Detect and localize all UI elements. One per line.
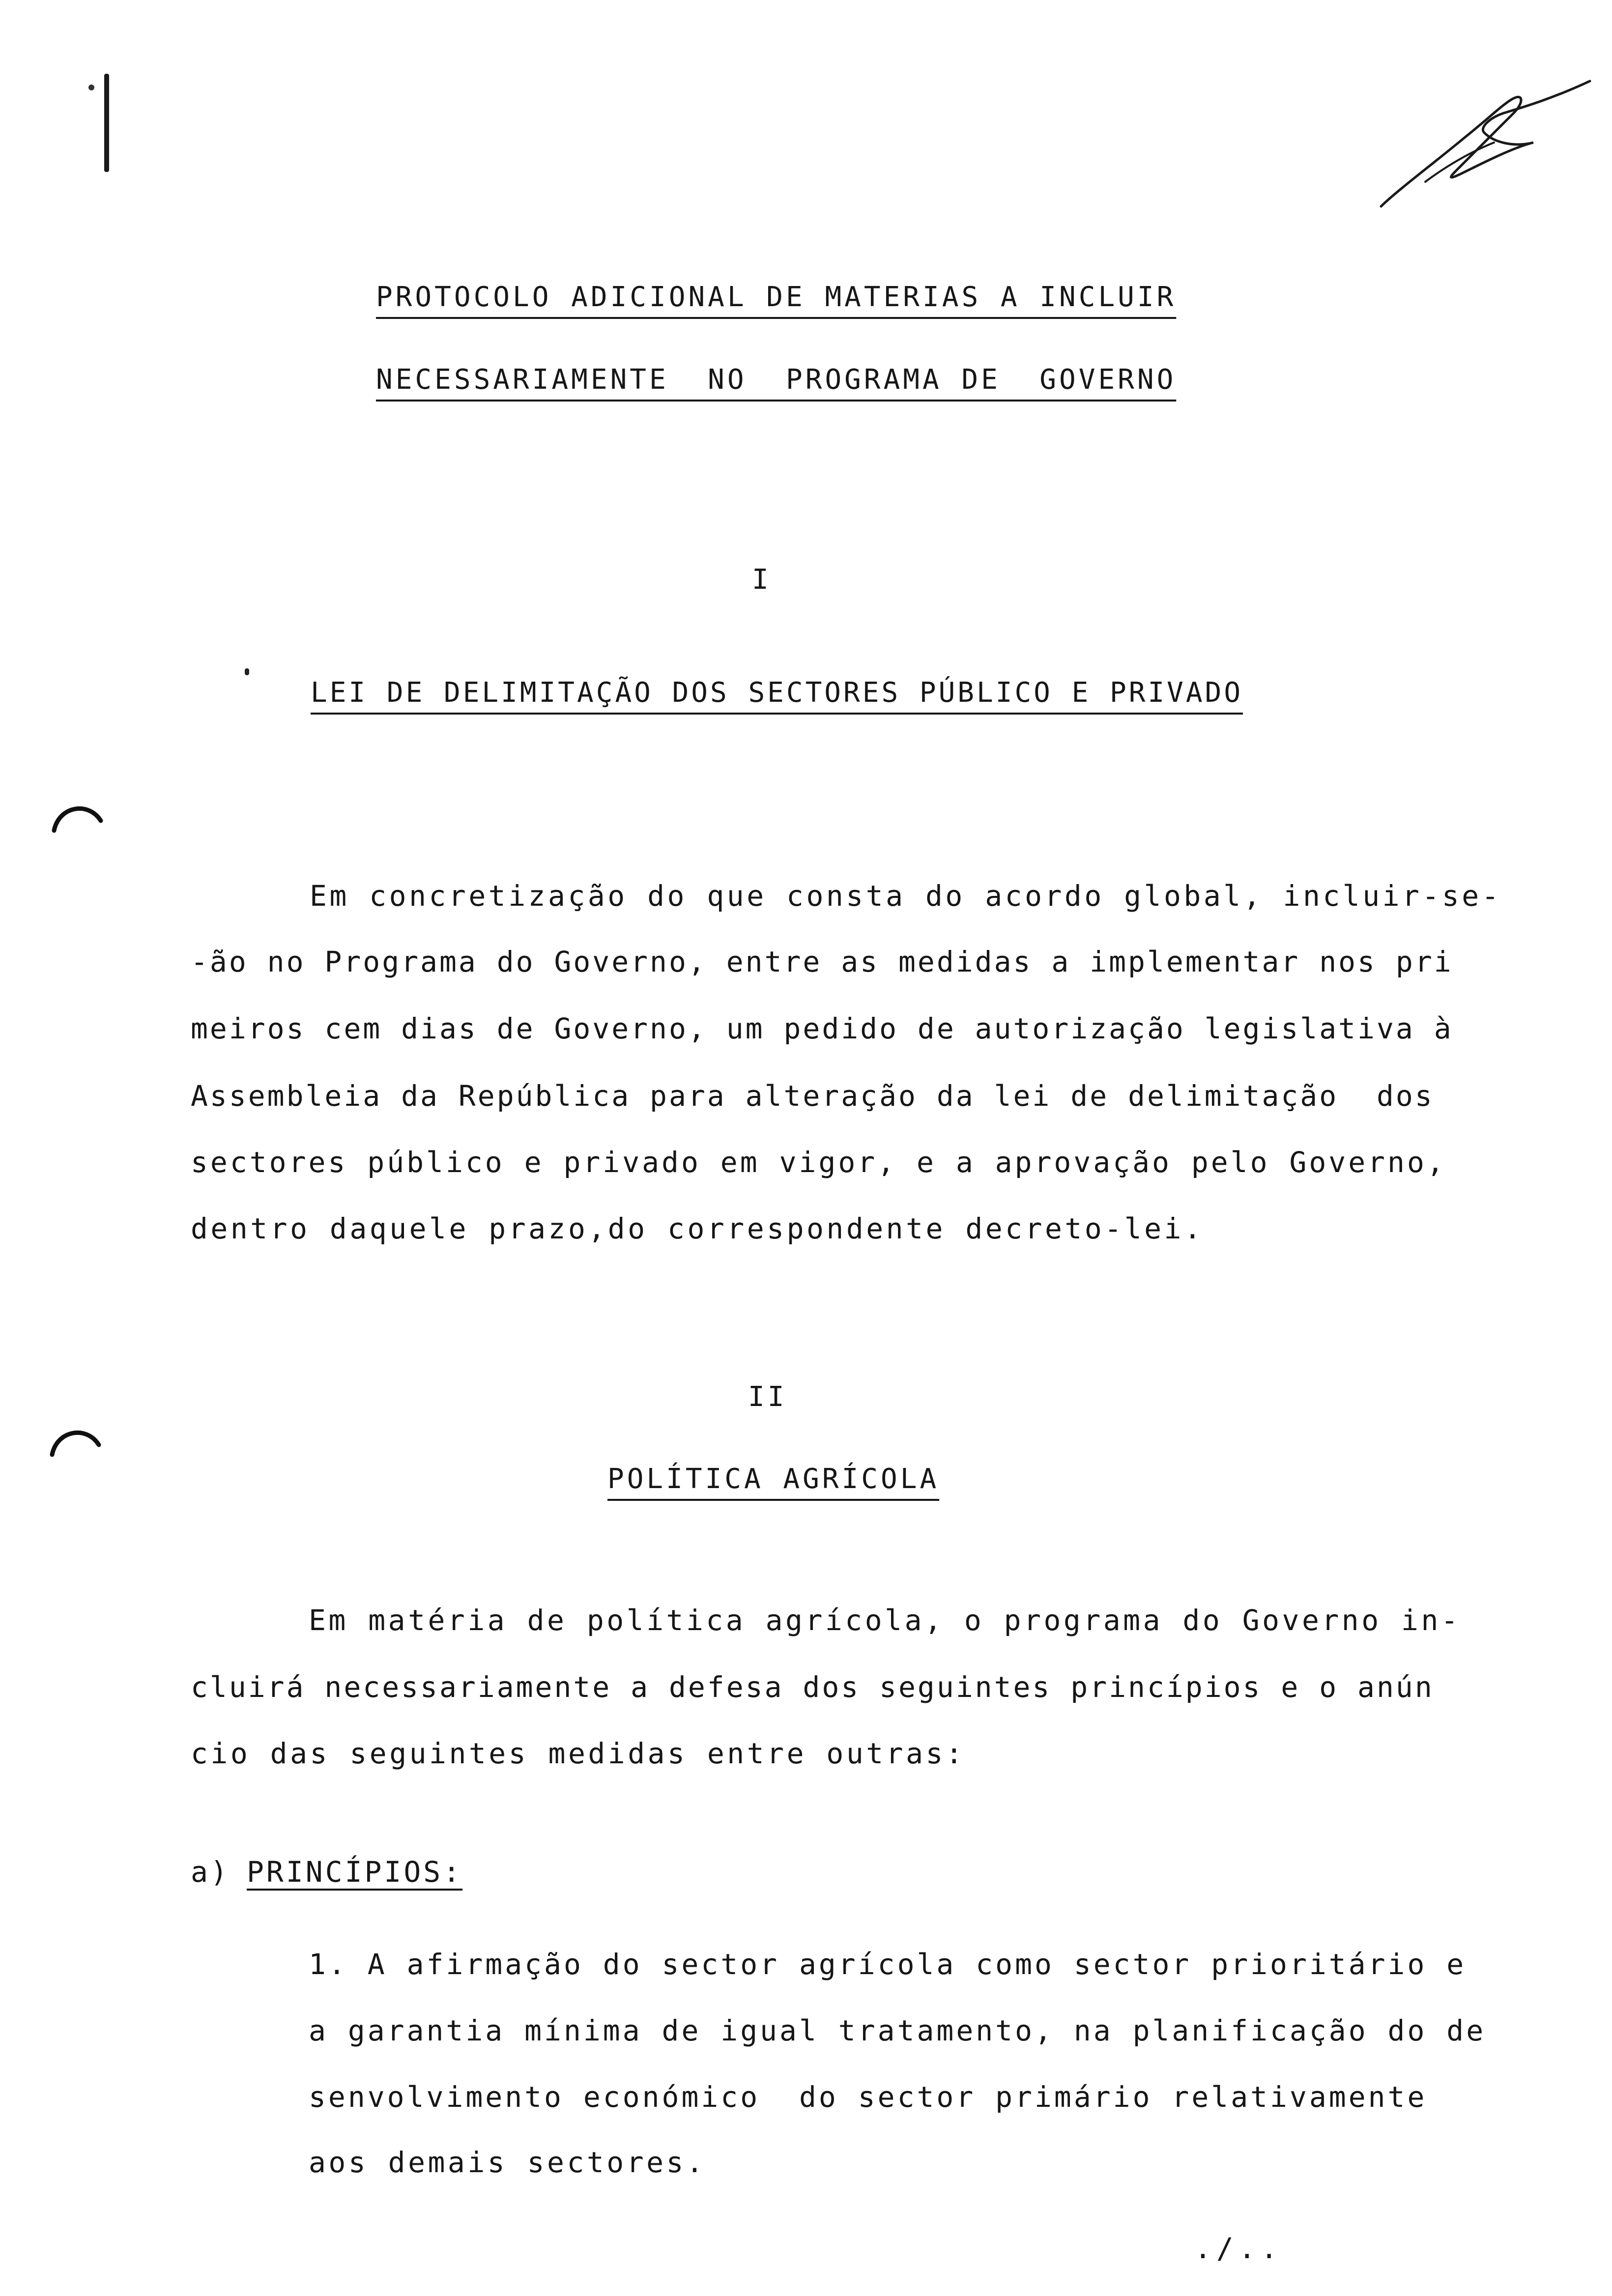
- hole-punch-arc-top: [49, 796, 103, 835]
- subsection-a-label: PRINCÍPIOS:: [247, 1855, 463, 1889]
- continuation-mark: ./..: [1194, 2232, 1283, 2265]
- section-1-paragraph-line: Em concretização do que consta do acordo global, incluir-se-: [310, 879, 1502, 913]
- section-1-numeral: I: [752, 564, 772, 596]
- section-1-paragraph-line: -ão no Programa do Governo, entre as medidas a implementar nos pri: [191, 945, 1453, 978]
- stray-dot: [245, 668, 249, 675]
- section-1-paragraph-line: Assembleia da República para alteração da lei de delimitação dos: [191, 1079, 1434, 1113]
- item-1-line: a garantia mínima de igual tratamento, na planificação do de: [309, 2014, 1486, 2047]
- document-title-line-1: PROTOCOLO ADICIONAL DE MATERIAS A INCLUIR: [376, 281, 1177, 313]
- section-2-paragraph-line: Em matéria de política agrícola, o programa do Governo in-: [309, 1604, 1461, 1637]
- section-2-paragraph-line: cluirá necessariamente a defesa dos seguintes princípios e o anún: [191, 1670, 1434, 1704]
- handwritten-initials-signature: [1366, 69, 1592, 216]
- item-1-line: aos demais sectores.: [309, 2146, 706, 2179]
- section-1-heading: LEI DE DELIMITAÇÃO DOS SECTORES PÚBLICO E PRIVADO: [311, 677, 1243, 709]
- hole-punch-arc-bottom: [47, 1420, 101, 1460]
- item-1-line: senvolvimento económico do sector primário relativamente: [309, 2080, 1427, 2114]
- section-1-paragraph-line: sectores público e privado em vigor, e a aprovação pelo Governo,: [191, 1146, 1446, 1179]
- section-1-paragraph-line: meiros cem dias de Governo, um pedido de autorização legislativa à: [191, 1012, 1453, 1045]
- section-2-numeral: II: [748, 1381, 787, 1413]
- document-title-line-2: NECESSARIAMENTE NO PROGRAMA DE GOVERNO: [376, 364, 1177, 396]
- section-2-paragraph-line: cio das seguintes medidas entre outras:: [191, 1737, 966, 1770]
- margin-vertical-stroke: [104, 74, 109, 172]
- item-1-line: 1. A afirmação do sector agrícola como sector prioritário e: [309, 1948, 1467, 1981]
- subsection-a-prefix: a): [191, 1855, 230, 1889]
- margin-tick: [88, 85, 94, 90]
- section-2-heading: POLÍTICA AGRÍCOLA: [607, 1463, 940, 1495]
- section-1-paragraph-line: dentro daquele prazo,do correspondente decreto-lei.: [191, 1212, 1204, 1245]
